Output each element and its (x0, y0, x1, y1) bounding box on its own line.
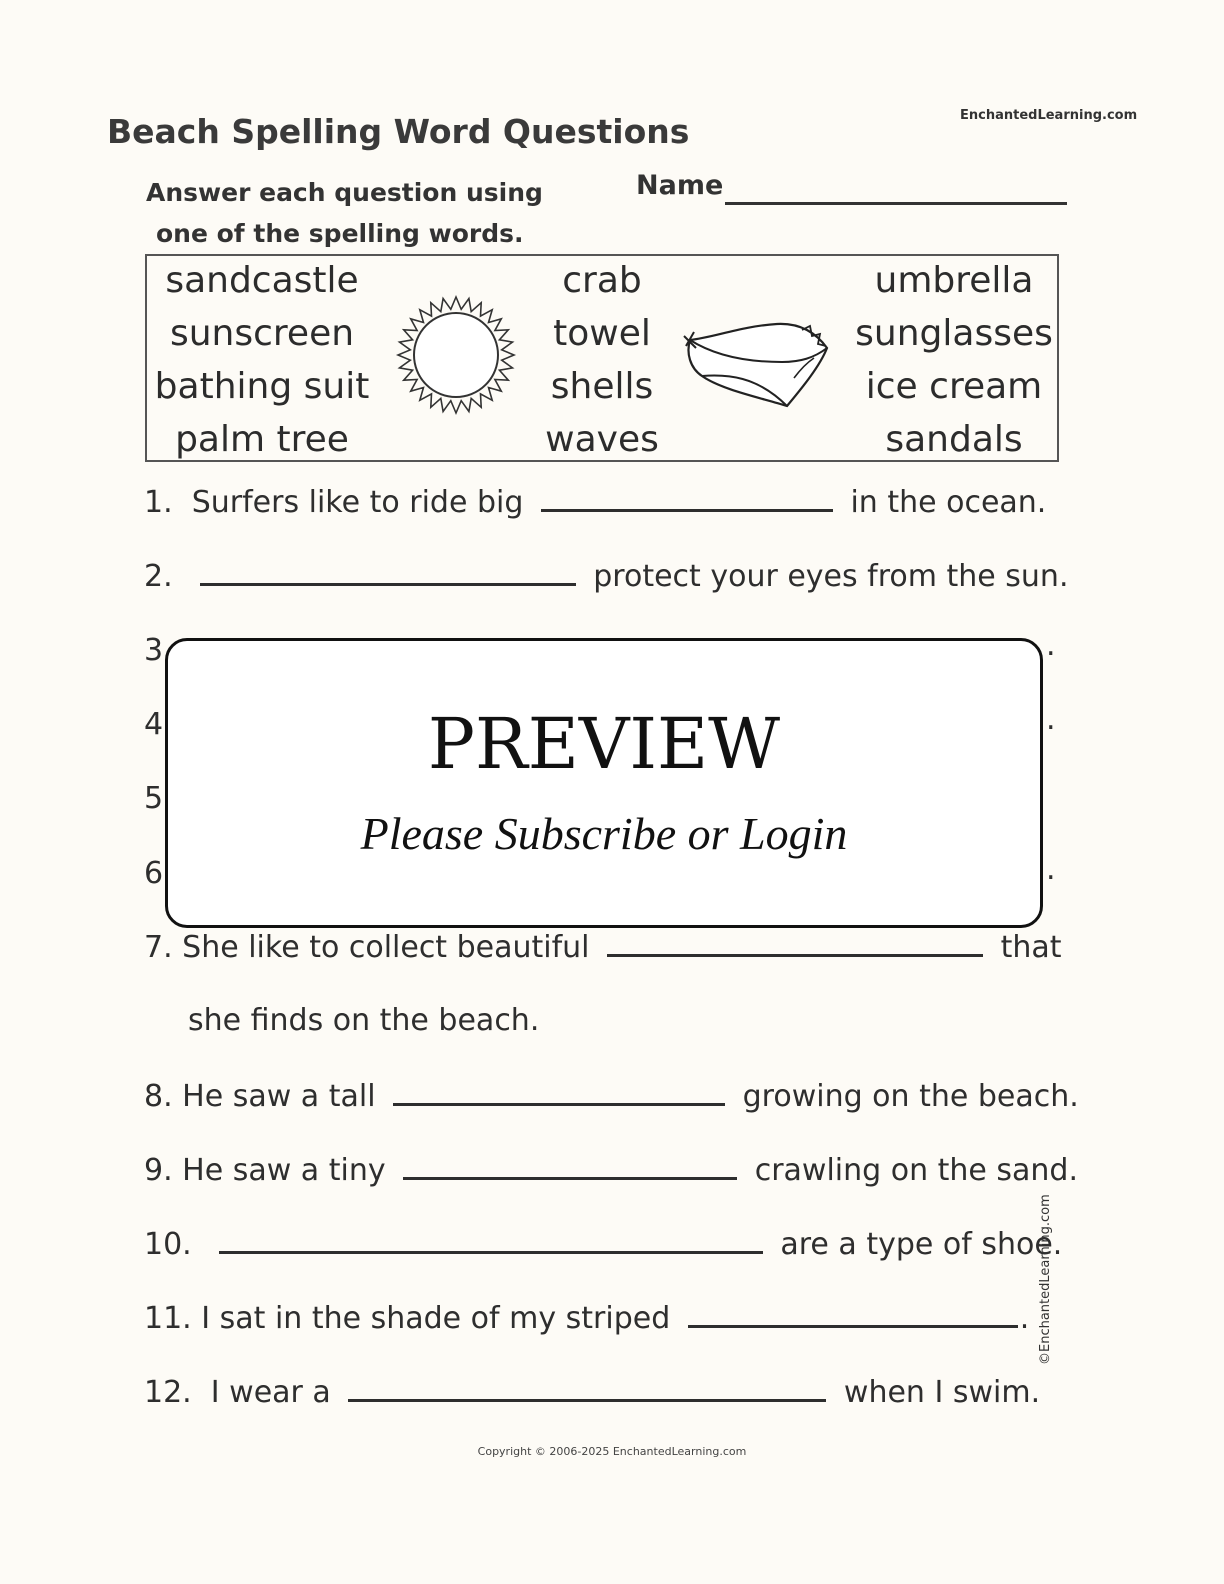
question-12 (144, 1375, 1040, 1411)
question-text: when I swim. (843, 1375, 1041, 1410)
site-credit[interactable]: EnchantedLearning.com (960, 108, 1138, 123)
question-text: I wear a (210, 1375, 331, 1410)
word-bank-item: palm tree (175, 419, 349, 460)
copyright-footer: Copyright © 2006-2025 EnchantedLearning.com (477, 1445, 747, 1458)
question-text: in the ocean. (850, 485, 1047, 520)
question-number: 1. (144, 485, 173, 520)
answer-blank[interactable] (688, 1305, 1018, 1328)
question-number: 12. (144, 1375, 192, 1410)
answer-blank[interactable] (403, 1157, 737, 1180)
question-1 (144, 485, 1046, 521)
question-7-continuation (188, 1003, 539, 1039)
question-text: I sat in the shade of my striped (201, 1301, 671, 1336)
question-text: protect your eyes from the sun. (593, 559, 1069, 594)
question-3 (144, 633, 163, 669)
word-bank-item: bathing suit (154, 366, 370, 407)
question-text: crawling on the sand. (754, 1153, 1078, 1188)
question-number: 9. (144, 1153, 173, 1188)
question-number: 2. (144, 559, 173, 594)
word-column-3 (847, 256, 1061, 468)
word-bank-item: sandals (885, 419, 1023, 460)
question-6-end: . (1046, 852, 1056, 887)
answer-blank[interactable] (200, 563, 576, 586)
preview-title: PREVIEW (427, 703, 781, 785)
question-4-end: . (1046, 702, 1056, 737)
sun-icon (395, 294, 517, 416)
question-text: she finds on the beach. (188, 1003, 540, 1038)
question-11 (144, 1301, 1029, 1337)
question-9 (144, 1153, 1078, 1189)
question-5 (144, 781, 163, 817)
question-number: 3 (144, 633, 164, 668)
question-text: are a type of shoe. (780, 1227, 1063, 1262)
instructions-line-2: one of the spelling words. (156, 219, 524, 248)
side-credit: ©EnchantedLearning.com (1038, 1194, 1053, 1365)
subscribe-login-link[interactable]: Please Subscribe or Login (360, 808, 848, 859)
question-text: She like to collect beautiful (182, 930, 590, 965)
question-7 (144, 930, 1062, 966)
answer-blank[interactable] (607, 934, 983, 957)
name-label: Name (636, 170, 724, 201)
question-text: . (1019, 1301, 1030, 1336)
word-bank-item: ice cream (865, 366, 1043, 407)
word-bank-item: shells (550, 366, 654, 407)
word-bank-item: umbrella (874, 260, 1034, 301)
preview-overlay[interactable] (165, 638, 1043, 928)
question-2 (144, 559, 1068, 595)
word-bank-item: sunglasses (855, 313, 1053, 354)
answer-blank[interactable] (219, 1231, 763, 1254)
word-bank-item: waves (545, 419, 659, 460)
question-text: that (1000, 930, 1062, 965)
question-text: He saw a tall (182, 1079, 376, 1114)
word-bank-item: crab (562, 260, 642, 301)
question-4 (144, 707, 163, 743)
answer-blank[interactable] (393, 1083, 725, 1106)
question-text: Surfers like to ride big (191, 485, 524, 520)
question-number: 7. (144, 930, 173, 965)
instructions-line-1: Answer each question using (146, 178, 543, 207)
seashell-icon (682, 318, 832, 413)
word-bank (145, 254, 1059, 462)
question-6 (144, 856, 163, 892)
question-number: 4 (144, 707, 164, 742)
question-number: 8. (144, 1079, 173, 1114)
word-bank-item: sandcastle (165, 260, 359, 301)
question-number: 10. (144, 1227, 192, 1262)
word-bank-item: towel (553, 313, 651, 354)
word-column-2 (507, 256, 697, 468)
page-title: Beach Spelling Word Questions (107, 112, 690, 151)
answer-blank[interactable] (348, 1379, 826, 1402)
question-text: growing on the beach. (742, 1079, 1079, 1114)
question-8 (144, 1079, 1079, 1115)
question-text: He saw a tiny (182, 1153, 386, 1188)
question-10 (144, 1227, 1062, 1263)
question-3-end: . (1046, 628, 1056, 663)
instructions (146, 172, 546, 254)
word-bank-item: sunscreen (169, 313, 355, 354)
question-number: 5 (144, 781, 164, 816)
name-blank-line (725, 202, 1067, 205)
answer-blank[interactable] (541, 489, 833, 512)
question-number: 11. (144, 1301, 192, 1336)
question-number: 6 (144, 856, 164, 891)
word-column-1 (147, 256, 377, 468)
